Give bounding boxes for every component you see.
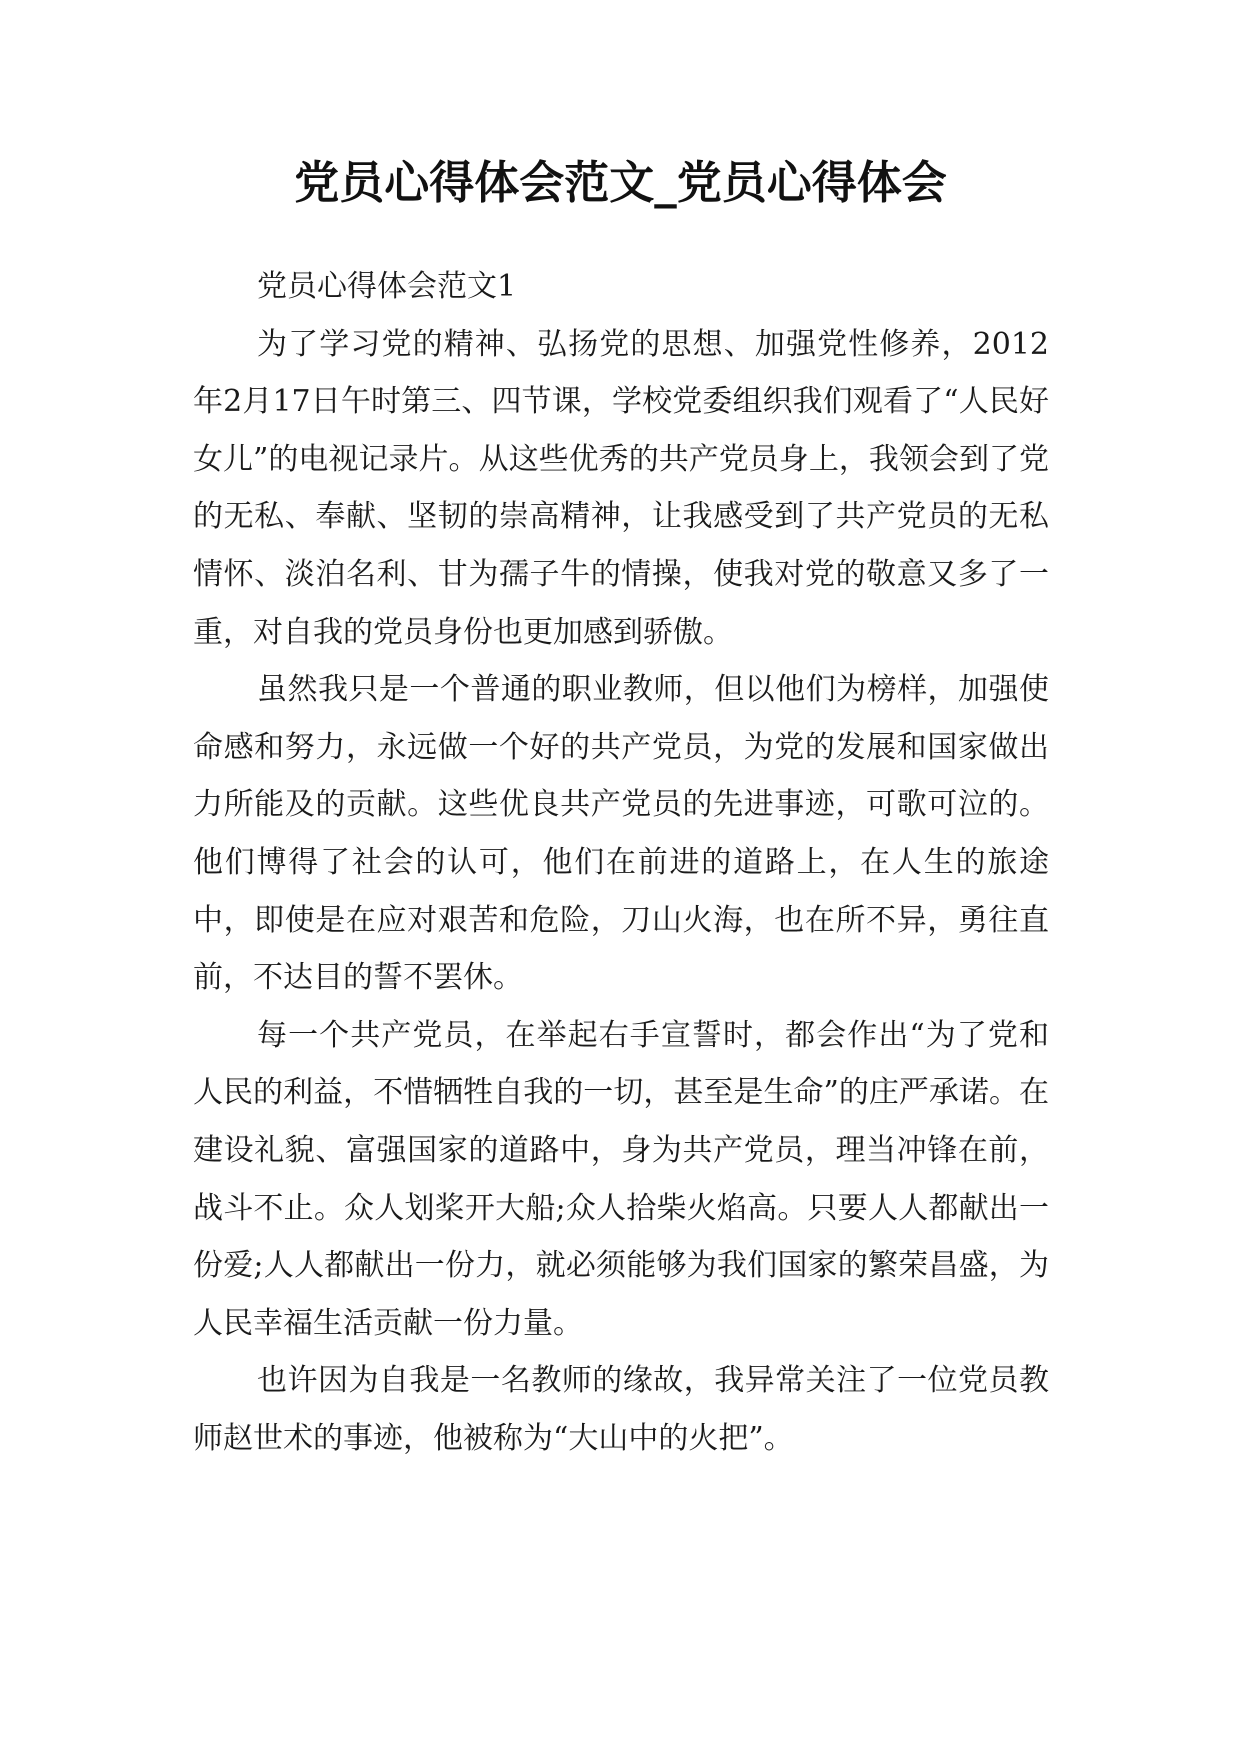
section-heading: 党员心得体会范文1 [257,269,517,304]
document-body [193,258,1049,1467]
paragraph-1: 为了学习党的精神、弘扬党的思想、加强党性修养，2012年2月17日午时第三、四节课，学校党委组织我们观看了“人民好女儿”的电视记录片。从这些优秀的共产党员身上，我领会到了党的无私、奉献、坚韧的崇高精神，让我感受到了共产党员的无私情怀、淡泊名利、甘为孺子牛的情操，使我对党的敬意又多了一重，对自我的党员身份也更加感到骄傲。 [193,326,1049,650]
paragraph-3: 每一个共产党员，在举起右手宣誓时，都会作出“为了党和人民的利益，不惜牺牲自我的一切，甚至是生命”的庄严承诺。在建设礼貌、富强国家的道路中，身为共产党员，理当冲锋在前，战斗不止。众人划桨开大船;众人拾柴火焰高。只要人人都献出一份爱;人人都献出一份力，就必须能够为我们国家的繁荣昌盛，为人民幸福生活贡献一份力量。 [193,1017,1049,1341]
paragraph-4: 也许因为自我是一名教师的缘故，我异常关注了一位党员教师赵世术的事迹，他被称为“大山中的火把”。 [193,1363,1049,1456]
document-title: 党员心得体会范文_党员心得体会 [294,156,947,209]
paragraph-2: 虽然我只是一个普通的职业教师，但以他们为榜样，加强使命感和努力，永远做一个好的共产党员，为党的发展和国家做出力所能及的贡献。这些优良共产党员的先进事迹，可歌可泣的。他们博得了社会的认可，他们在前进的道路上，在人生的旅途中，即使是在应对艰苦和危险，刀山火海，也在所不异，勇往直前，不达目的誓不罢休。 [193,672,1049,996]
